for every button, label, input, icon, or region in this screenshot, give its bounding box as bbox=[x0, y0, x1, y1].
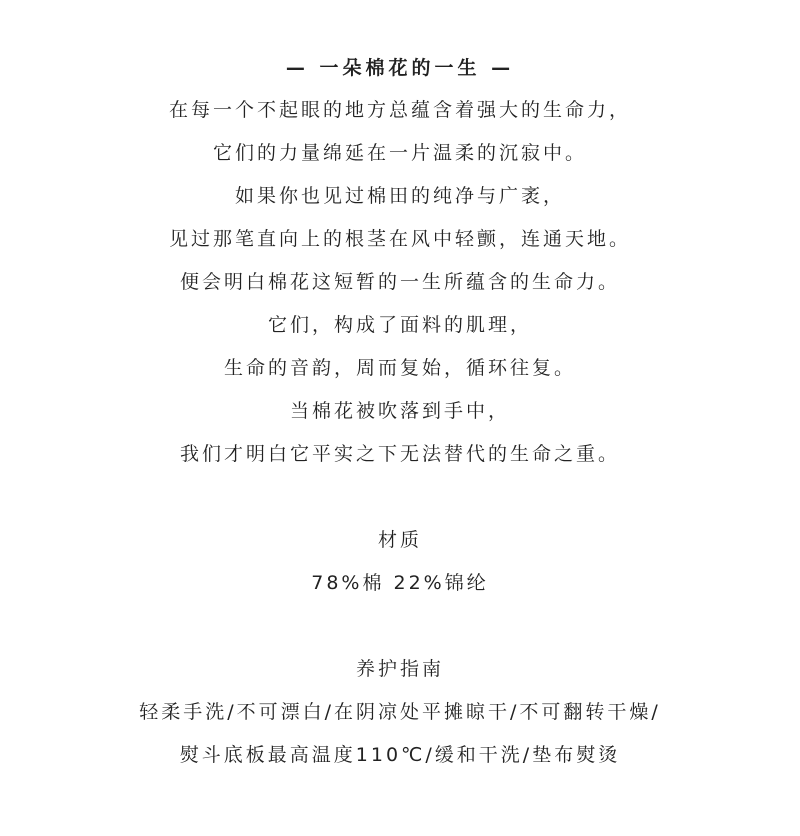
poem-line-7: 生命的音韵，周而复始，循环往复。 bbox=[223, 357, 576, 379]
poem-line-2: 它们的力量绵延在一片温柔的沉寂中。 bbox=[212, 142, 587, 164]
poem-line-1: 在每一个不起眼的地方总蕴含着强大的生命力， bbox=[168, 99, 631, 121]
poem-line-5: 便会明白棉花这短暂的一生所蕴含的生命力。 bbox=[179, 271, 620, 293]
care-line-2: 熨斗底板最高温度110℃/缓和干洗/垫布熨烫 bbox=[179, 744, 621, 766]
material-heading: 材质 bbox=[377, 529, 422, 551]
poem-line-3: 如果你也见过棉田的纯净与广袤， bbox=[234, 185, 565, 207]
poem-line-6: 它们，构成了面料的肌理， bbox=[267, 314, 532, 336]
poem-line-9: 我们才明白它平实之下无法替代的生命之重。 bbox=[179, 443, 620, 465]
care-line-1: 轻柔手洗/不可漂白/在阴凉处平摊晾干/不可翻转干燥/ bbox=[139, 701, 661, 723]
poem-line-4: 见过那笔直向上的根茎在风中轻颤，连通天地。 bbox=[168, 228, 631, 250]
material-value: 78%棉 22%锦纶 bbox=[311, 572, 489, 594]
poem-title: — 一朵棉花的一生 — bbox=[285, 57, 515, 79]
poem-line-8: 当棉花被吹落到手中， bbox=[289, 400, 510, 422]
care-heading: 养护指南 bbox=[355, 658, 444, 680]
